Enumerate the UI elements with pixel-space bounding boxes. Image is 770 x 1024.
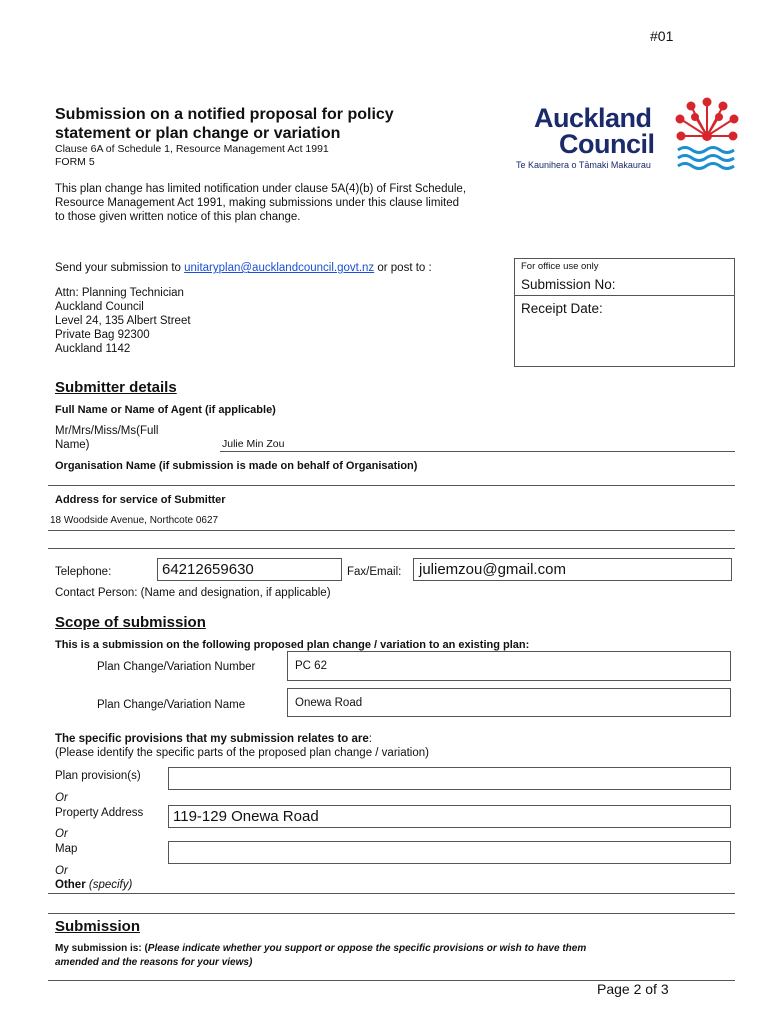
notice-line-2: Resource Management Act 1991, making submissions under this clause limited	[55, 197, 459, 209]
title-line-2: statement or plan change or variation	[55, 125, 341, 142]
submitter-details-heading: Submitter details	[55, 379, 177, 396]
page-marker: #01	[650, 28, 674, 44]
logo-tagline: Te Kaunihera o Tāmaki Makaurau	[516, 160, 651, 170]
submission-note-part-1: Please indicate whether you support or oppose the specific provisions or wish to have them	[147, 943, 587, 954]
limited-notification-notice	[55, 182, 466, 224]
clause-text: Clause 6A of Schedule 1, Resource Management Act 1991	[55, 143, 329, 155]
plan-change-number-label: Plan Change/Variation Number	[97, 661, 256, 673]
plan-change-name-input[interactable]	[287, 688, 731, 717]
submission-number-label: Submission No:	[521, 277, 616, 292]
other-underline-1[interactable]	[48, 893, 735, 894]
other-label-bold: Other	[55, 879, 86, 891]
form-label: FORM 5	[55, 156, 95, 168]
address-attn: Attn: Planning Technician	[55, 287, 184, 299]
address-service-underline-2	[48, 548, 735, 549]
title-name-label	[55, 424, 158, 452]
email-value: juliemzou@gmail.com	[419, 561, 566, 578]
plan-provisions-label: Plan provision(s)	[55, 770, 141, 782]
notice-line-3: to those given written notice of this plan change.	[55, 211, 301, 223]
send-suffix: or post to :	[374, 262, 432, 274]
organisation-name-underline[interactable]	[48, 485, 735, 486]
telephone-label: Telephone:	[55, 566, 112, 578]
map-label: Map	[55, 843, 78, 855]
postal-address	[55, 286, 191, 356]
or-label-2: Or	[55, 828, 68, 840]
property-address-label: Property Address	[55, 807, 144, 819]
logo-name-line-2: Council	[559, 129, 655, 159]
plan-change-name-label: Plan Change/Variation Name	[97, 699, 246, 711]
title-line-1: Submission on a notified proposal for policy	[55, 106, 394, 123]
address-bag: Private Bag 92300	[55, 329, 150, 341]
other-label	[55, 878, 132, 892]
submission-heading: Submission	[55, 918, 141, 935]
or-label-1: Or	[55, 792, 68, 804]
page-title	[55, 105, 394, 143]
submission-email-link[interactable]: unitaryplan@aucklandcouncil.govt.nz	[184, 262, 375, 274]
submission-instruction-line-1	[55, 942, 735, 956]
address-service-input[interactable]: 18 Woodside Avenue, Northcote 0627	[50, 515, 219, 526]
receipt-date-label: Receipt Date:	[521, 301, 603, 316]
address-org: Auckland Council	[55, 301, 144, 313]
full-name-input[interactable]: Julie Min Zou	[222, 438, 285, 450]
specific-provisions-note: (Please identify the specific parts of the proposed plan change / variation)	[55, 747, 429, 759]
email-input[interactable]	[413, 558, 732, 581]
contact-person-label: Contact Person: (Name and designation, if applicable)	[55, 587, 331, 599]
other-specify: (specify)	[88, 879, 133, 891]
logo-name-line-1: Auckland	[534, 103, 652, 133]
scope-intro: This is a submission on the following proposed plan change / variation to an existing plan:	[55, 639, 530, 651]
office-box-divider	[515, 295, 734, 296]
my-submission-label: My submission is: (	[55, 943, 148, 954]
specific-provisions-bold: The specific provisions that my submission relates to are	[55, 733, 369, 745]
specific-provisions-colon: :	[368, 733, 372, 745]
address-city: Auckland 1142	[55, 343, 131, 355]
scope-heading: Scope of submission	[55, 614, 206, 631]
telephone-value: 64212659630	[162, 561, 254, 578]
plan-change-number-value: PC 62	[295, 660, 327, 672]
plan-change-number-input[interactable]	[287, 651, 731, 681]
submission-instruction	[55, 942, 735, 970]
notice-line-1: This plan change has limited notification under clause 5A(4)(b) of First Schedule,	[55, 183, 467, 195]
send-prefix: Send your submission to	[55, 262, 185, 274]
plan-provisions-input[interactable]	[168, 767, 731, 790]
specific-provisions-intro	[55, 732, 372, 746]
fax-email-label: Fax/Email:	[347, 566, 402, 578]
office-use-box	[514, 258, 735, 367]
submission-note-part-2: amended and the reasons for your views)	[55, 957, 253, 968]
property-address-input[interactable]	[168, 805, 731, 828]
address-service-underline-1	[48, 530, 735, 531]
address-service-label: Address for service of Submitter	[55, 494, 226, 506]
property-address-value: 119-129 Onewa Road	[173, 808, 319, 825]
office-use-label: For office use only	[521, 261, 599, 272]
plan-change-name-value: Onewa Road	[295, 697, 363, 709]
address-street: Level 24, 135 Albert Street	[55, 315, 191, 327]
auckland-council-logo	[514, 96, 744, 176]
title-name-label-line-1: Mr/Mrs/Miss/Ms(Full	[55, 425, 159, 437]
full-name-underline	[220, 451, 735, 452]
full-name-label: Full Name or Name of Agent (if applicable)	[55, 404, 276, 416]
send-instruction	[55, 261, 432, 275]
other-underline-2	[48, 913, 735, 914]
or-label-3: Or	[55, 865, 68, 877]
telephone-input[interactable]	[157, 558, 342, 581]
title-name-label-line-2: Name)	[55, 439, 90, 451]
map-input[interactable]	[168, 841, 731, 864]
pohutukawa-icon	[674, 96, 740, 176]
page-footer: Page 2 of 3	[597, 981, 669, 997]
organisation-name-label: Organisation Name (if submission is made on behalf of Organisation)	[55, 460, 418, 472]
